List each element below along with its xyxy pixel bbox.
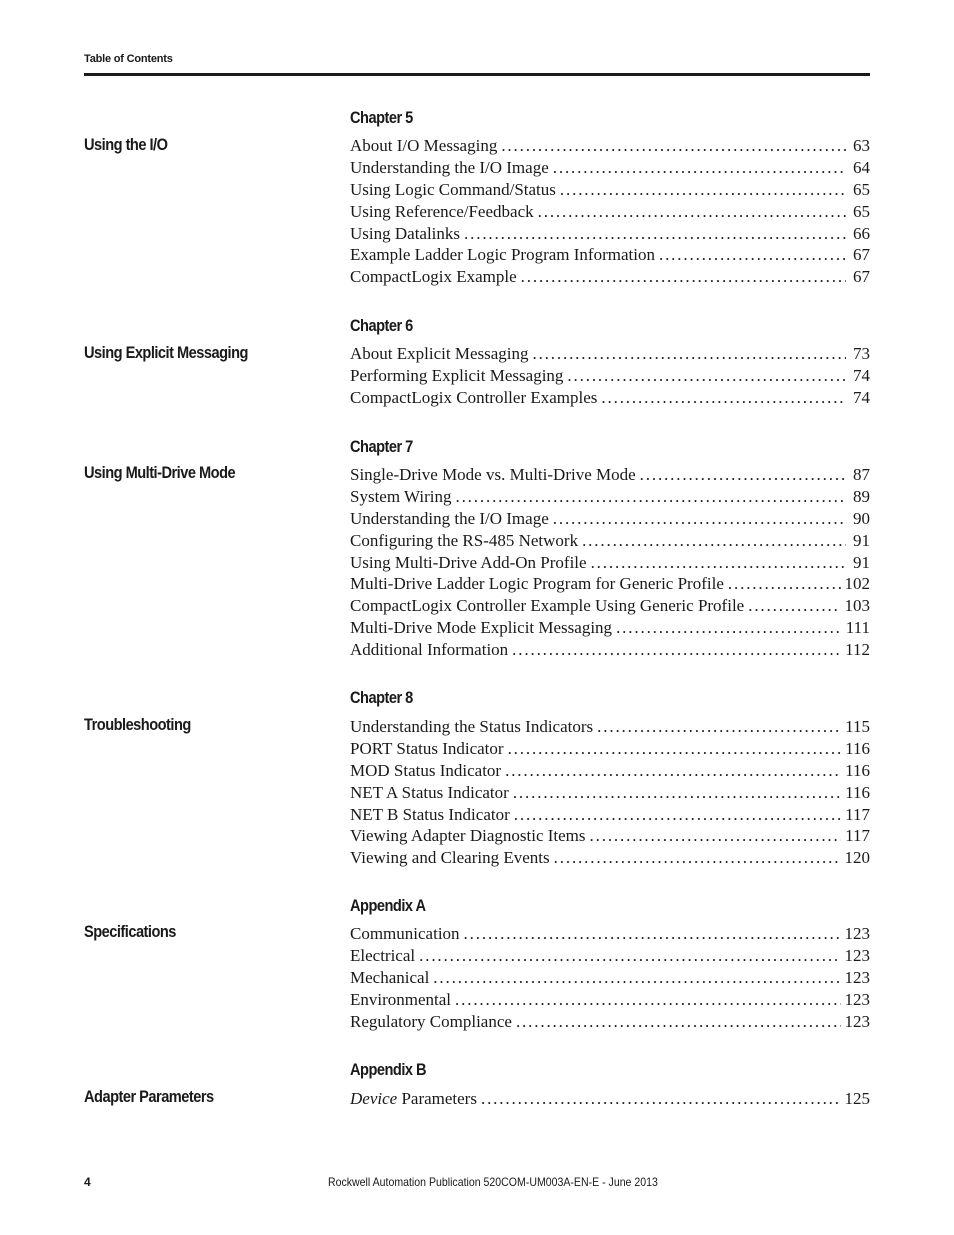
toc-entry[interactable] [350,201,870,223]
toc-entry[interactable] [350,923,870,945]
toc-entries [350,1088,870,1110]
toc-entry[interactable] [350,945,870,967]
toc-entry[interactable] [350,486,870,508]
leader-dots [481,1088,841,1110]
leader-dots [601,387,846,409]
toc-entry-label: CompactLogix Example [350,267,517,287]
chapter-label: Chapter 8 [350,688,413,707]
toc-entry-label: NET B Status Indicator [350,804,510,824]
toc-entry-label: Configuring the RS-485 Network [350,530,579,550]
toc-entry-page: 63 [853,136,870,155]
toc-entry-label: Understanding the I/O Image [350,157,549,177]
toc-entry-page: 112 [845,640,870,660]
toc-entry-label: Multi-Drive Ladder Logic Program for Generic Profile [350,574,724,594]
chapter-label: Appendix A [350,896,426,915]
leader-dots [560,179,846,201]
section-title[interactable]: Using Multi-Drive Mode [84,463,236,482]
leader-dots [538,201,846,223]
running-header: Table of Contents [84,53,173,65]
toc-entry-label: NET A Status Indicator [350,782,509,802]
leader-dots [513,782,841,804]
toc-entry-label: Using Logic Command/Status [350,179,556,199]
toc-entries [350,135,870,288]
leader-dots [590,825,842,847]
header-rule [84,73,870,76]
section-title[interactable]: Troubleshooting [84,715,191,734]
toc-entry-label: Electrical [350,945,416,965]
toc-entry-label: Single-Drive Mode vs. Multi-Drive Mode [350,465,636,484]
leader-dots [455,486,846,508]
toc-entry-page: 125 [844,1089,870,1108]
toc-entry-label: About Explicit Messaging [350,344,529,363]
toc-entry[interactable] [350,266,870,288]
leader-dots [553,508,846,530]
toc-entry-label: CompactLogix Controller Example Using Generic Profile [350,596,745,616]
section-title[interactable]: Using Explicit Messaging [84,343,248,362]
toc-entry-label: System Wiring [350,486,452,506]
toc-entry-label: Additional Information [350,640,509,660]
leader-dots [514,804,841,826]
toc-entry-page: 64 [853,157,870,177]
leader-dots [419,945,840,967]
toc-entries [350,464,870,661]
chapter-label: Chapter 5 [350,108,413,127]
chapter-label: Appendix B [350,1060,427,1079]
toc-entry[interactable] [350,804,870,826]
leader-dots [455,989,840,1011]
toc-entry-label: Mechanical [350,967,430,987]
toc-entries [350,343,870,409]
toc-entry-page: 123 [844,1011,870,1031]
toc-entry[interactable] [350,135,870,157]
toc-entry[interactable] [350,157,870,179]
toc-entry[interactable] [350,343,870,365]
section-title[interactable]: Adapter Parameters [84,1087,214,1106]
toc-entries [350,923,870,1032]
toc-entry[interactable] [350,223,870,245]
footer-page-number: 4 [84,1175,91,1189]
toc-entry-page: 117 [845,826,870,846]
toc-entry[interactable] [350,595,870,617]
toc-entry-page: 111 [845,618,870,638]
toc-entry[interactable] [350,1088,870,1110]
leader-dots [464,223,846,245]
toc-entry[interactable] [350,1011,870,1033]
toc-entry-label: Using Multi-Drive Add-On Profile [350,552,587,572]
leader-dots [464,923,841,945]
leader-dots [553,157,846,179]
leader-dots [640,464,846,486]
leader-dots [501,135,846,157]
toc-entry-label: Communication [350,924,460,943]
leader-dots [554,847,841,869]
toc-entry-page: 74 [853,365,870,385]
toc-entry-label: Regulatory Compliance [350,1011,512,1031]
toc-entry[interactable] [350,508,870,530]
leader-dots [516,1011,841,1033]
leader-dots [582,530,846,552]
leader-dots [521,266,846,288]
leader-dots [597,716,841,738]
toc-entry[interactable] [350,738,870,760]
toc-entry[interactable] [350,617,870,639]
toc-entry-label: Example Ladder Logic Program Information [350,245,655,265]
toc-entry-page: 116 [845,738,870,758]
toc-entry-page: 91 [853,530,870,550]
toc-entry-label: Performing Explicit Messaging [350,365,564,385]
toc-entry-page: 89 [853,486,870,506]
toc-entry[interactable] [350,464,870,486]
toc-entry-label [350,1088,477,1110]
toc-entry-page: 66 [853,223,870,243]
toc-entry[interactable] [350,782,870,804]
section-title[interactable]: Using the I/O [84,135,168,154]
toc-entry-label: About I/O Messaging [350,136,498,155]
leader-dots [659,244,846,266]
toc-entry-page: 123 [844,989,870,1009]
toc-entry-label: Understanding the I/O Image [350,508,549,528]
leader-dots [748,595,840,617]
toc-entry[interactable] [350,847,870,869]
leader-dots [567,365,846,387]
toc-entry[interactable] [350,760,870,782]
toc-entry-label: CompactLogix Controller Examples [350,387,598,407]
toc-entry-label: Multi-Drive Mode Explicit Messaging [350,618,613,638]
toc-entry-label: MOD Status Indicator [350,760,502,780]
leader-dots [505,760,841,782]
toc-entry-label-rest: Parameters [397,1089,477,1108]
toc-entry-label: Viewing Adapter Diagnostic Items [350,826,586,846]
toc-entry-page: 103 [844,596,870,616]
toc-entry-label-italic: Device [350,1089,398,1108]
leader-dots [616,617,842,639]
toc-entry-label: Using Reference/Feedback [350,201,534,221]
toc-entry[interactable] [350,387,870,409]
toc-entry-label: Understanding the Status Indicators [350,717,594,736]
toc-entry-page: 102 [844,574,870,594]
toc-entry-page: 91 [853,552,870,572]
toc-entry[interactable] [350,552,870,574]
toc-entry[interactable] [350,530,870,552]
toc-entry-label: Viewing and Clearing Events [350,848,550,868]
leader-dots [728,573,841,595]
toc-entry[interactable] [350,573,870,595]
toc-entry[interactable] [350,639,870,661]
leader-dots [433,967,840,989]
toc-entry-page: 65 [853,201,870,221]
toc-entry-page: 116 [845,782,870,802]
leader-dots [532,343,846,365]
toc-entry-page: 117 [845,804,870,824]
toc-entry-page: 115 [845,717,870,736]
toc-entry[interactable] [350,365,870,387]
toc-entry-label: PORT Status Indicator [350,738,504,758]
toc-entry-label: Using Datalinks [350,223,461,243]
leader-dots [508,738,842,760]
footer-publication: Rockwell Automation Publication 520COM-UM003A-EN-E - June 2013 [328,1175,658,1189]
toc-entry-page: 87 [853,465,870,484]
toc-entry[interactable] [350,825,870,847]
toc-entry-page: 74 [853,387,870,407]
toc-entry[interactable] [350,244,870,266]
toc-entry-page: 123 [844,967,870,987]
toc-entry[interactable] [350,967,870,989]
toc-entry-label: Environmental [350,989,452,1009]
toc-entry[interactable] [350,989,870,1011]
chapter-label: Chapter 7 [350,437,413,456]
leader-dots [512,639,841,661]
toc-entry-page: 116 [845,760,870,780]
chapter-label: Chapter 6 [350,316,413,335]
toc-entry-page: 123 [844,924,870,943]
toc-entry-page: 67 [853,267,870,287]
toc-entry-page: 123 [844,945,870,965]
toc-entries [350,716,870,869]
toc-entry-page: 120 [844,848,870,868]
toc-entry-page: 90 [853,508,870,528]
leader-dots [591,552,846,574]
toc-entry[interactable] [350,716,870,738]
section-title[interactable]: Specifications [84,922,176,941]
toc-entry[interactable] [350,179,870,201]
toc-entry-page: 67 [853,245,870,265]
toc-entry-page: 73 [853,344,870,363]
toc-entry-page: 65 [853,179,870,199]
